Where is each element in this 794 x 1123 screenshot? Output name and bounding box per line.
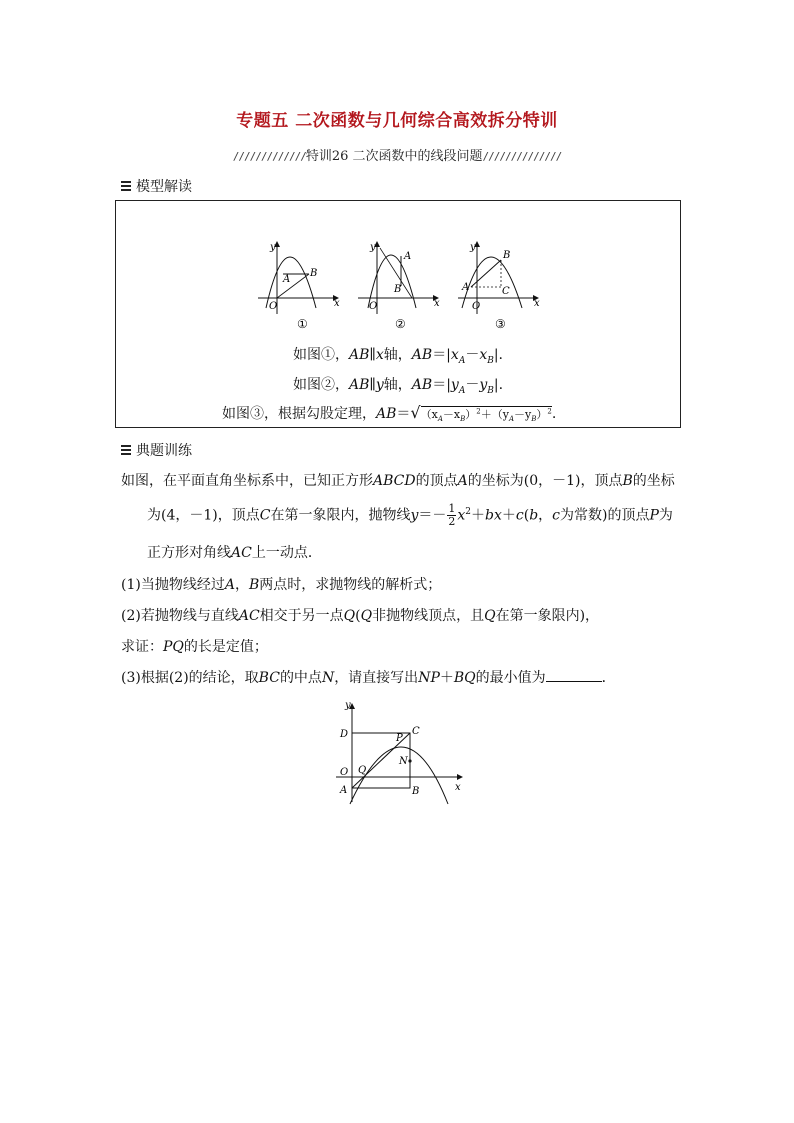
q2-q: Q — [343, 608, 356, 624]
fig3-point-b: B — [503, 250, 511, 261]
problem-paren: ( — [523, 507, 530, 524]
model-line1-eq: ＝| — [432, 347, 451, 363]
q2-q2: Q — [360, 608, 373, 624]
model-line2-eq: ＝| — [432, 377, 451, 393]
q3-np: NP — [418, 670, 440, 686]
model-line3-rad1-close: ） — [465, 408, 477, 421]
model-line2-mid: 轴， — [383, 377, 412, 393]
model-line3-rad2-sub: A — [508, 415, 515, 424]
q3-plus: ＋ — [439, 670, 454, 686]
q2-pq: PQ — [163, 639, 184, 655]
point-n-dot — [408, 759, 411, 762]
problem-p3-a: 正方形对角线 — [147, 545, 231, 561]
fig3-x-label: x — [534, 298, 540, 309]
model-line3-plus: ＋（y — [480, 408, 509, 421]
q2-e: 在第一象限内)， — [495, 608, 600, 624]
fraction-half — [447, 503, 456, 528]
fig3-point-a: A — [462, 282, 470, 293]
model-line3-ab: AB — [376, 406, 397, 422]
answer-blank[interactable] — [546, 669, 602, 682]
fig1-point-a: A — [283, 274, 291, 285]
model-line2-prefix: 如图②， — [293, 377, 349, 393]
q3-bc: BC — [258, 670, 280, 686]
fig3-point-c: C — [502, 286, 510, 297]
model-line3-rad2-sub2: B — [531, 415, 537, 424]
q2-g: 的长是定值； — [183, 639, 268, 655]
figure-3 — [458, 242, 540, 331]
model-line1-prefix: 如图①， — [293, 347, 349, 363]
model-line1-ab: AB — [349, 347, 370, 363]
problem-p1-d: 的坐标 — [632, 473, 675, 489]
hatch-right: ////////////// — [482, 150, 562, 163]
fig-y-label: y — [345, 700, 351, 711]
model-line3-end: . — [551, 406, 557, 422]
problem-c: c — [515, 507, 524, 524]
problem-plus2: ＋ — [501, 507, 516, 524]
q2-q3: Q — [484, 608, 496, 624]
q2-c: ( — [355, 608, 361, 624]
fig-point-q: Q — [358, 765, 367, 776]
fig3-label: ③ — [495, 317, 506, 331]
fig2-point-b: B — [394, 284, 402, 295]
problem-p2-end: 为 — [658, 507, 673, 524]
problem-point-p: P — [649, 507, 659, 524]
problem-y: y — [410, 507, 419, 524]
q3-b: 的中点 — [279, 670, 322, 686]
fraction-num: 1 — [448, 502, 456, 515]
problem-comma: ， — [538, 507, 553, 524]
problem-line-3 — [147, 542, 322, 562]
problem-b2: b — [529, 507, 539, 524]
model-line2-ab: AB — [349, 377, 370, 393]
page-subtitle — [0, 145, 794, 164]
problem-x: x — [457, 507, 466, 524]
q3-c: ，请直接写出 — [334, 670, 419, 686]
model-line-2 — [293, 374, 503, 396]
sqrt-icon: √ — [410, 403, 421, 422]
fig-point-a: A — [340, 785, 348, 796]
fig1-x-label: x — [334, 298, 340, 309]
model-line3-rad1-sub2: B — [460, 415, 466, 424]
model-line3-rad2-close: ） — [536, 408, 548, 421]
q1-a: (1)当抛物线经过 — [121, 577, 225, 593]
q3-end: ． — [601, 670, 616, 686]
model-line1-end: |. — [493, 347, 504, 363]
section-practice-header — [121, 440, 192, 460]
q2-a: (2)若抛物线与直线 — [121, 608, 239, 624]
problem-p2-a: 为(4，－1)，顶点 — [147, 507, 260, 524]
model-line2-yb: y — [479, 377, 488, 393]
model-line-3 — [222, 403, 556, 423]
question-2 — [121, 605, 599, 625]
model-line1-par: ∥ — [369, 347, 376, 363]
q3-bq: BQ — [453, 670, 476, 686]
fig2-origin: O — [369, 301, 378, 312]
model-line3-rad1: （x — [420, 408, 438, 421]
model-figures — [250, 232, 550, 332]
fig-point-d: D — [340, 729, 349, 740]
model-line3-rad2-mid: －y — [514, 408, 532, 421]
fig2-y-label: y — [370, 242, 376, 253]
problem-figure — [328, 700, 468, 806]
model-line1-sub-a: A — [458, 355, 466, 366]
fig3-origin: O — [472, 301, 481, 312]
q1-point-a: A — [224, 577, 235, 593]
fig1-y-label: y — [270, 242, 276, 253]
problem-p2-b: 在第一象限内，抛物线 — [270, 507, 411, 524]
model-line1-mid: 轴， — [383, 347, 412, 363]
model-line3-sq2: 2 — [547, 407, 552, 416]
problem-plus: ＋ — [471, 507, 486, 524]
fig2-point-a: A — [404, 251, 412, 262]
fig2-label: ② — [395, 317, 406, 331]
fig-x-label: x — [455, 782, 461, 793]
fig1-label: ① — [297, 317, 308, 331]
problem-point-a: A — [457, 473, 468, 489]
model-line2-sub-b: B — [487, 385, 494, 396]
model-line-1 — [293, 344, 503, 366]
fig1-point-b: B — [310, 268, 318, 279]
problem-bx: bx — [485, 507, 502, 524]
section-model-header — [121, 176, 192, 196]
question-1 — [121, 574, 441, 594]
q3-d: 的最小值为 — [475, 670, 546, 686]
q3-n: N — [321, 670, 335, 686]
section-bullet-icon — [121, 445, 131, 456]
page-title: 专题五 二次函数与几何综合高效拆分特训 — [236, 111, 558, 131]
model-line3-rad1-sub: A — [437, 415, 443, 424]
q1-b: 两点时，求抛物线的解析式； — [259, 577, 442, 593]
model-line1-sub-b: B — [487, 355, 494, 366]
model-line1-eq-ab: AB — [411, 347, 433, 363]
q1-comma: ， — [234, 577, 249, 593]
section-model-label: 模型解读 — [136, 179, 192, 195]
model-line1-axis: x — [375, 347, 384, 363]
fig-point-n: N — [399, 756, 408, 767]
problem-point-b: B — [622, 473, 633, 489]
model-line2-eq-ab: AB — [411, 377, 433, 393]
fig1-origin: O — [269, 301, 278, 312]
fig3-segment-ab — [471, 260, 501, 287]
section-practice-label: 典题训练 — [136, 443, 192, 459]
question-2-proof — [121, 636, 268, 656]
q2-b: 相交于另一点 — [259, 608, 344, 624]
problem-sq: 2 — [465, 506, 472, 517]
figure-1 — [258, 242, 340, 331]
problem-c3: c — [552, 507, 561, 524]
model-line2-axis: y — [375, 377, 384, 393]
problem-p3-b: 上一动点． — [251, 545, 322, 561]
problem-line-2 — [147, 503, 673, 528]
problem-const: 为常数)的顶点 — [560, 507, 650, 524]
fig2-x-label: x — [434, 298, 440, 309]
fig-point-c: C — [412, 726, 420, 737]
fig3-parabola — [462, 257, 522, 308]
problem-p1-b: 的顶点 — [415, 473, 458, 489]
model-line3-rad1-mid: －x — [442, 408, 461, 421]
q3-a: (3)根据(2)的结论，取 — [121, 670, 259, 686]
q2-d: 非抛物线顶点，且 — [372, 608, 485, 624]
problem-abcd: ABCD — [373, 473, 416, 489]
problem-p1-a: 如图，在平面直角坐标系中，已知正方形 — [121, 473, 373, 489]
section-bullet-icon — [121, 181, 131, 192]
model-line1-minus: － — [465, 347, 480, 363]
fig-point-p: P — [396, 733, 403, 744]
fig1-line — [277, 274, 309, 298]
problem-p1-c: 的坐标为(0，－1)，顶点 — [467, 473, 623, 489]
model-line3-radicand — [420, 406, 552, 424]
model-line2-ya: y — [450, 377, 459, 393]
model-line2-sub-a: A — [458, 385, 466, 396]
fig3-y-label: y — [470, 242, 476, 253]
problem-line-1 — [121, 470, 675, 490]
question-3 — [121, 667, 616, 687]
fig-point-b: B — [412, 786, 420, 797]
problem-point-c: C — [259, 507, 271, 524]
model-line2-end: |. — [493, 377, 504, 393]
model-line3-eq: ＝ — [396, 406, 411, 422]
subtitle-text: 特训26 二次函数中的线段问题 — [305, 149, 483, 164]
model-line1-xb: x — [479, 347, 488, 363]
q2-ac: AC — [238, 608, 260, 624]
q2-f: 求证： — [121, 639, 163, 655]
fraction-den: 2 — [448, 515, 456, 528]
problem-ac: AC — [231, 545, 252, 561]
fig-origin: O — [340, 767, 349, 778]
q1-point-b: B — [248, 577, 260, 593]
model-line3-prefix: 如图③，根据勾股定理， — [222, 406, 376, 422]
problem-eq: ＝－ — [418, 507, 447, 524]
model-line1-xa: x — [450, 347, 459, 363]
hatch-left: ///////////// — [232, 150, 306, 163]
model-line3-sq1: 2 — [476, 407, 481, 416]
figure-2 — [358, 242, 440, 331]
model-line2-minus: － — [465, 377, 480, 393]
model-line2-par: ∥ — [369, 377, 376, 393]
